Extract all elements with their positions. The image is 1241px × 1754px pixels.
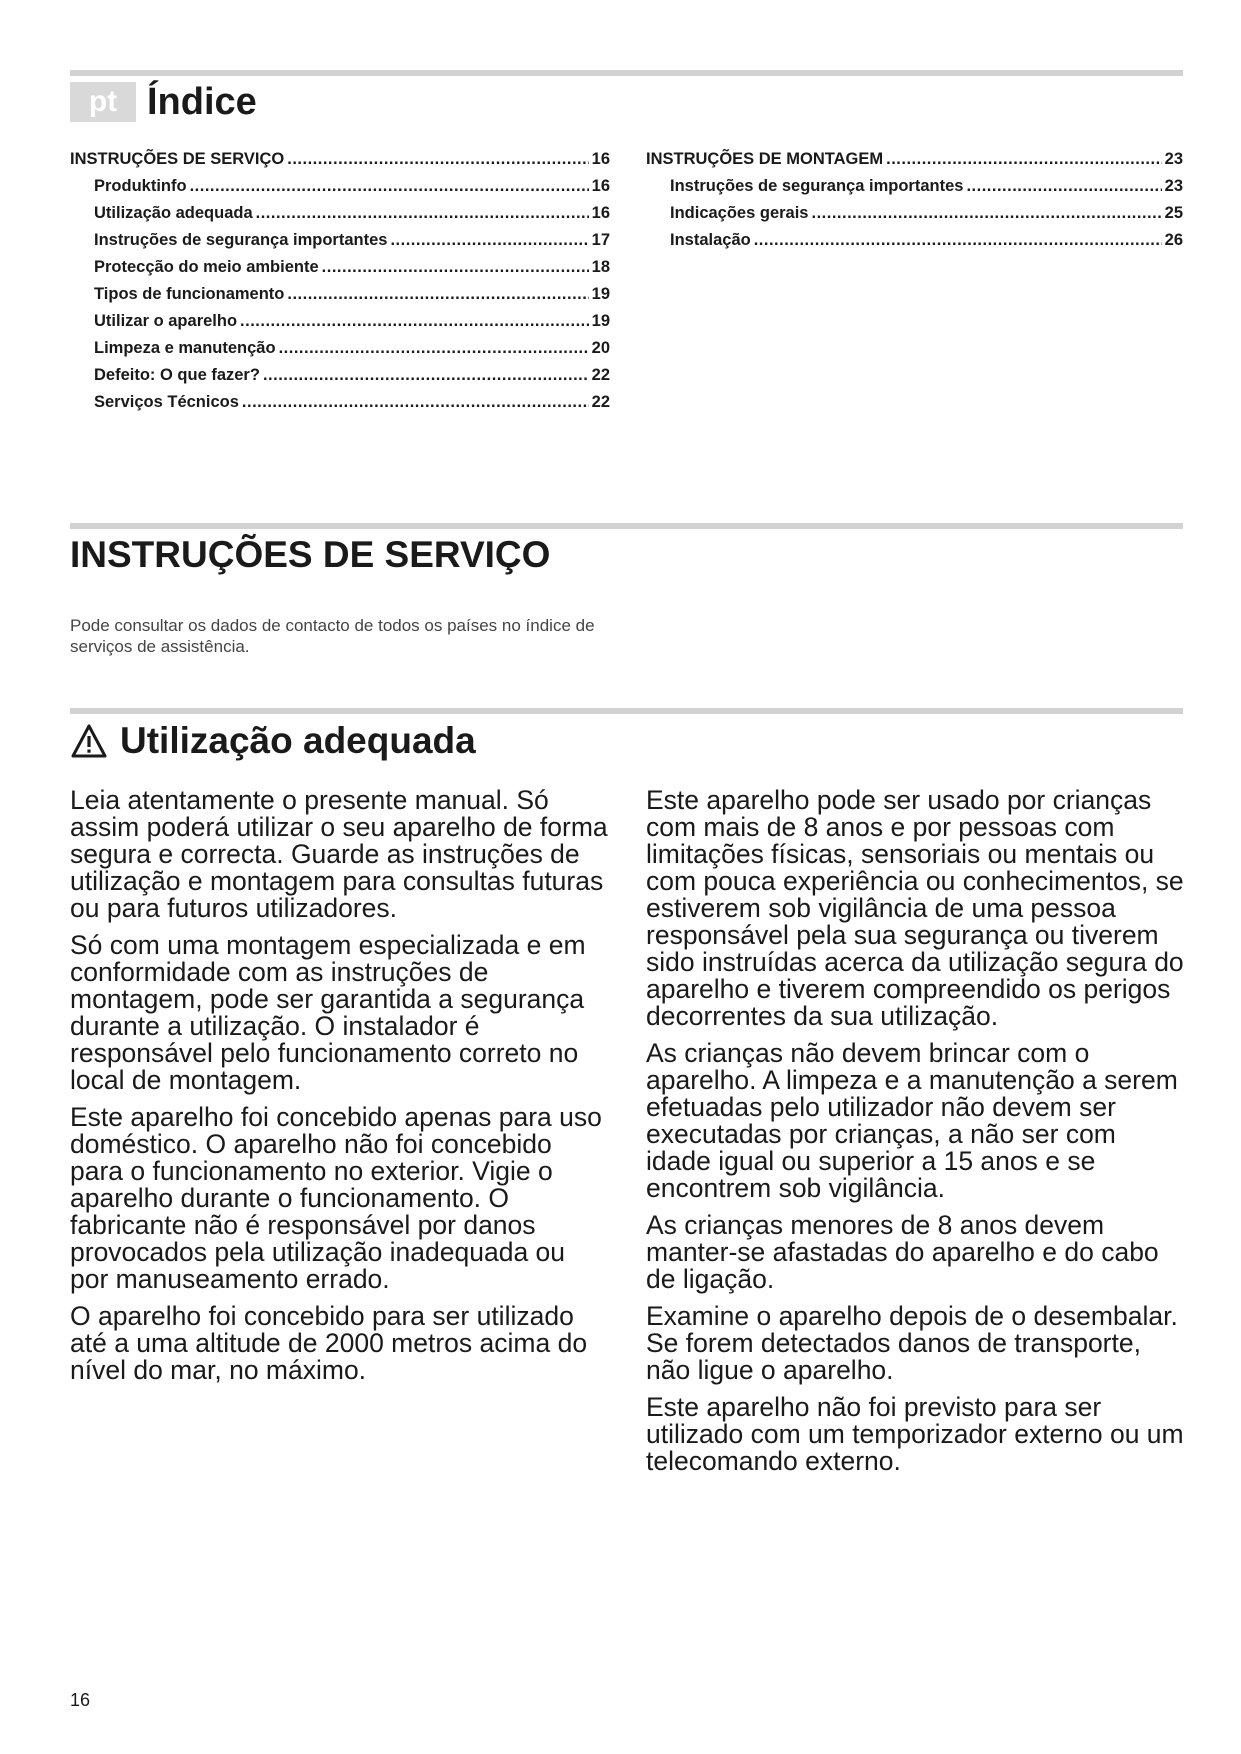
paragraph: Este aparelho não foi previsto para ser utilizado com um temporizador externo ou um telecomando externo.: [646, 1392, 1184, 1476]
toc-entry[interactable]: Limpeza e manutenção ..... 20: [70, 339, 610, 366]
toc-title: Índice: [147, 81, 257, 123]
paragraph: Leia atentamente o presente manual. Só assim poderá utilizar o seu aparelho de forma segura e correcta. Guarde as instruções de utilização e montagem para consultas futuras ou para futuros utilizadores.: [70, 785, 608, 923]
warning-triangle-icon: [70, 723, 108, 759]
toc-entry[interactable]: Instruções de segurança importantes ..... 17: [70, 231, 610, 258]
usage-heading: [70, 718, 476, 764]
toc-entry[interactable]: Utilizar o aparelho ..... 19: [70, 312, 610, 339]
toc-left-column: [70, 150, 610, 420]
toc-entry[interactable]: INSTRUÇÕES DE MONTAGEM ..... 23: [646, 150, 1183, 177]
page-number: 16: [70, 1690, 91, 1710]
paragraph: As crianças menores de 8 anos devem manter-se afastadas do aparelho e do cabo de ligação.: [646, 1210, 1159, 1294]
paragraph: O aparelho foi concebido para ser utilizado até a uma altitude de 2000 metros acima do nível do mar, no máximo.: [70, 1301, 588, 1385]
usage-left-column: [70, 787, 610, 1394]
paragraph: Este aparelho pode ser usado por crianças com mais de 8 anos e por pessoas com limitações físicas, sensoriais ou mentais ou com pouca experiência ou conhecimentos, se estiverem sob vigilância de uma pessoa responsável pela sua segurança ou tiverem sido instruídas acerca da utilização segura do aparelho e tiverem compreendido os perigos decorrentes da sua utilização.: [646, 785, 1184, 1031]
usage-heading-text: Utilização adequada: [120, 720, 476, 761]
toc-entry[interactable]: Protecção do meio ambiente ..... 18: [70, 258, 610, 285]
paragraph: Só com uma montagem especializada e em conformidade com as instruções de montagem, pode ser garantida a segurança durante a utilização. O instalador é responsável pelo funcionamento correto no local de montagem.: [70, 930, 586, 1095]
toc-entry[interactable]: INSTRUÇÕES DE SERVIÇO ..... 16: [70, 150, 610, 177]
toc-right-column: [646, 150, 1183, 258]
toc-entry[interactable]: Tipos de funcionamento ..... 19: [70, 285, 610, 312]
toc-entry[interactable]: Produktinfo ..... 16: [70, 177, 610, 204]
paragraph: As crianças não devem brincar com o aparelho. A limpeza e a manutenção a serem efetuadas pelo utilizador não devem ser executadas por crianças, a não ser com idade igual ou superior a 15 anos e se encontrem sob vigilância.: [646, 1038, 1178, 1203]
paragraph: Examine o aparelho depois de o desembalar. Se forem detectados danos de transporte, não ligue o aparelho.: [646, 1301, 1178, 1385]
section-rule: [70, 708, 1183, 714]
top-rule: [70, 70, 1183, 76]
toc-entry[interactable]: Serviços Técnicos ..... 22: [70, 393, 610, 420]
toc-entry[interactable]: Indicações gerais ..... 25: [646, 204, 1183, 231]
contact-note: Pode consultar os dados de contacto de todos os países no índice de serviços de assistência.: [70, 616, 595, 656]
service-heading: INSTRUÇÕES DE SERVIÇO: [70, 534, 551, 575]
toc-entry[interactable]: Defeito: O que fazer? ..... 22: [70, 366, 610, 393]
section-rule: [70, 523, 1183, 529]
usage-right-column: [646, 787, 1186, 1485]
paragraph: Este aparelho foi concebido apenas para uso doméstico. O aparelho não foi concebido para o funcionamento no exterior. Vigie o aparelho durante o funcionamento. O fabricante não é responsável por danos provocados pela utilização inadequada ou por manuseamento errado.: [70, 1102, 602, 1294]
language-badge: pt: [70, 82, 136, 122]
toc-entry[interactable]: Instalação ..... 26: [646, 231, 1183, 258]
toc-entry[interactable]: Utilização adequada ..... 16: [70, 204, 610, 231]
toc-entry[interactable]: Instruções de segurança importantes ..... 23: [646, 177, 1183, 204]
